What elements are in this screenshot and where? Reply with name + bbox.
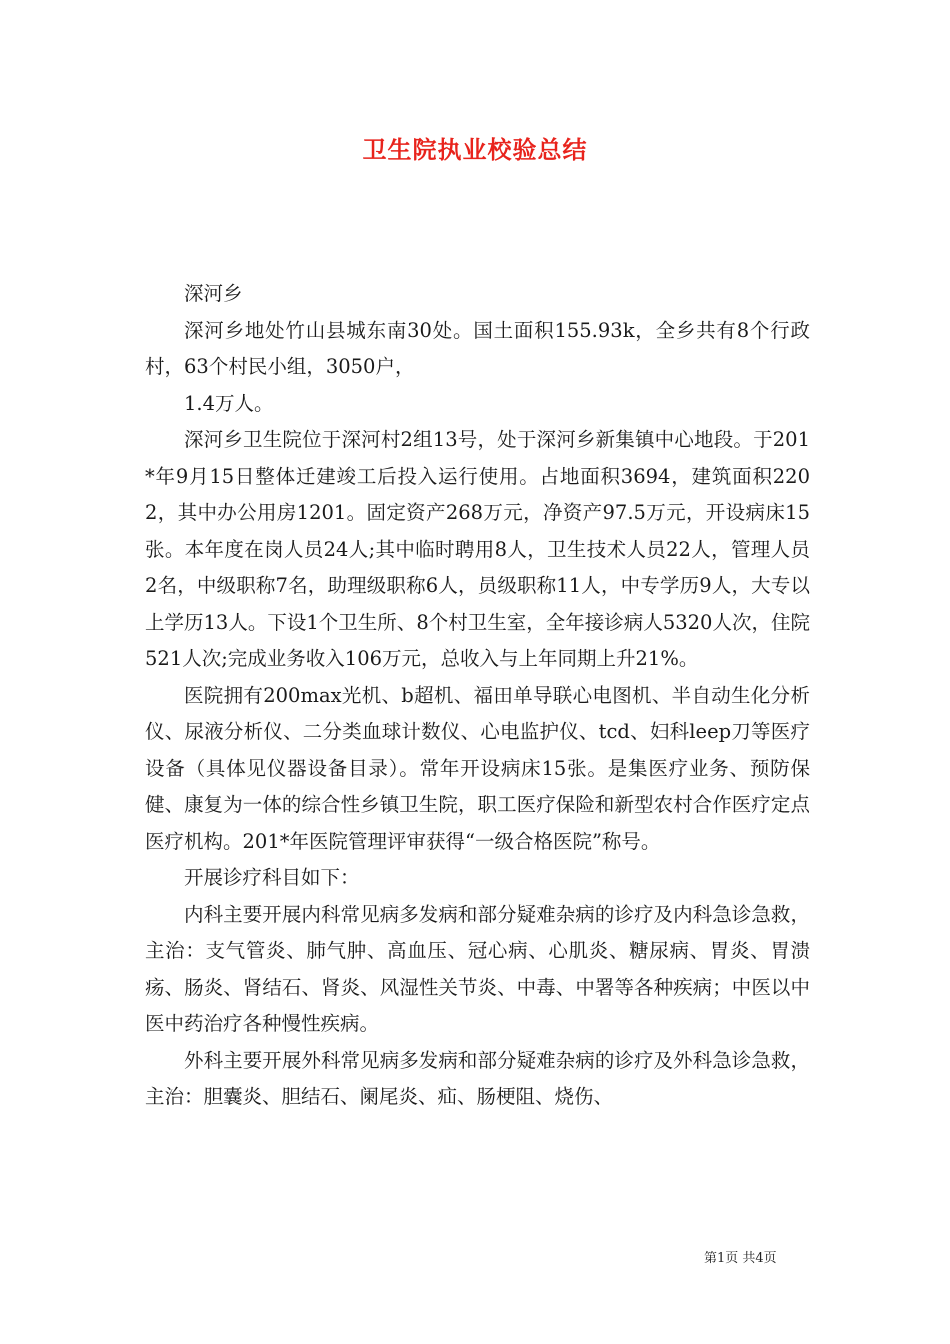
paragraph: 深河乡卫生院位于深河村2组13号，处于深河乡新集镇中心地段。于201*年9月15日整体迁建竣工后投入运行使用。占地面积3694，建筑面积2202，其中办公用房1201。固定资产268万元，净资产97.5万元，开设病床15张。本年度在岗人员24人;其中临时聘用8人，卫生技术人员22人，管理人员2名，中级职称7名，助理级职称6人，员级职称11人，中专学历9人，大专以上学历13人。下设1个卫生所、8个村卫生室，全年接诊病人5320人次，住院521人次;完成业务收入106万元，总收入与上年同期上升21%。 — [145, 428, 810, 670]
paragraph: 开展诊疗科目如下： — [184, 866, 360, 889]
paragraph: 深河乡地处竹山县城东南30处。国土面积155.93k，全乡共有8个行政村，63个村民小组，3050户， — [145, 318, 810, 378]
paragraph: 1.4万人。 — [184, 391, 274, 415]
document-title: 卫生院执业校验总结 — [362, 135, 588, 164]
document-body — [145, 276, 810, 1116]
page-number: 第1页 共4页 — [704, 1251, 777, 1266]
paragraph: 内科主要开展内科常见病多发病和部分疑难杂病的诊疗及内科急诊急救，主治：支气管炎、肺气肿、高血压、冠心病、心肌炎、糖尿病、胃炎、胃溃疡、肠炎、肾结石、肾炎、风湿性关节炎、中毒、中署等各种疾病；中医以中医中药治疗各种慢性疾病。 — [145, 902, 810, 1035]
paragraph: 医院拥有200max光机、b超机、福田单导联心电图机、半自动生化分析仪、尿液分析仪、二分类血球计数仪、心电监护仪、tcd、妇科leep刀等医疗设备（具体见仪器设备目录）。常年开设病床15张。是集医疗业务、预防保健、康复为一体的综合性乡镇卫生院，职工医疗保险和新型农村合作医疗定点医疗机构。201*年医院管理评审获得“一级合格医院”称号。 — [145, 683, 810, 853]
paragraph: 深河乡 — [184, 282, 243, 305]
paragraph: 外科主要开展外科常见病多发病和部分疑难杂病的诊疗及外科急诊急救，主治：胆囊炎、胆结石、阑尾炎、疝、肠梗阻、烧伤、 — [145, 1048, 810, 1108]
